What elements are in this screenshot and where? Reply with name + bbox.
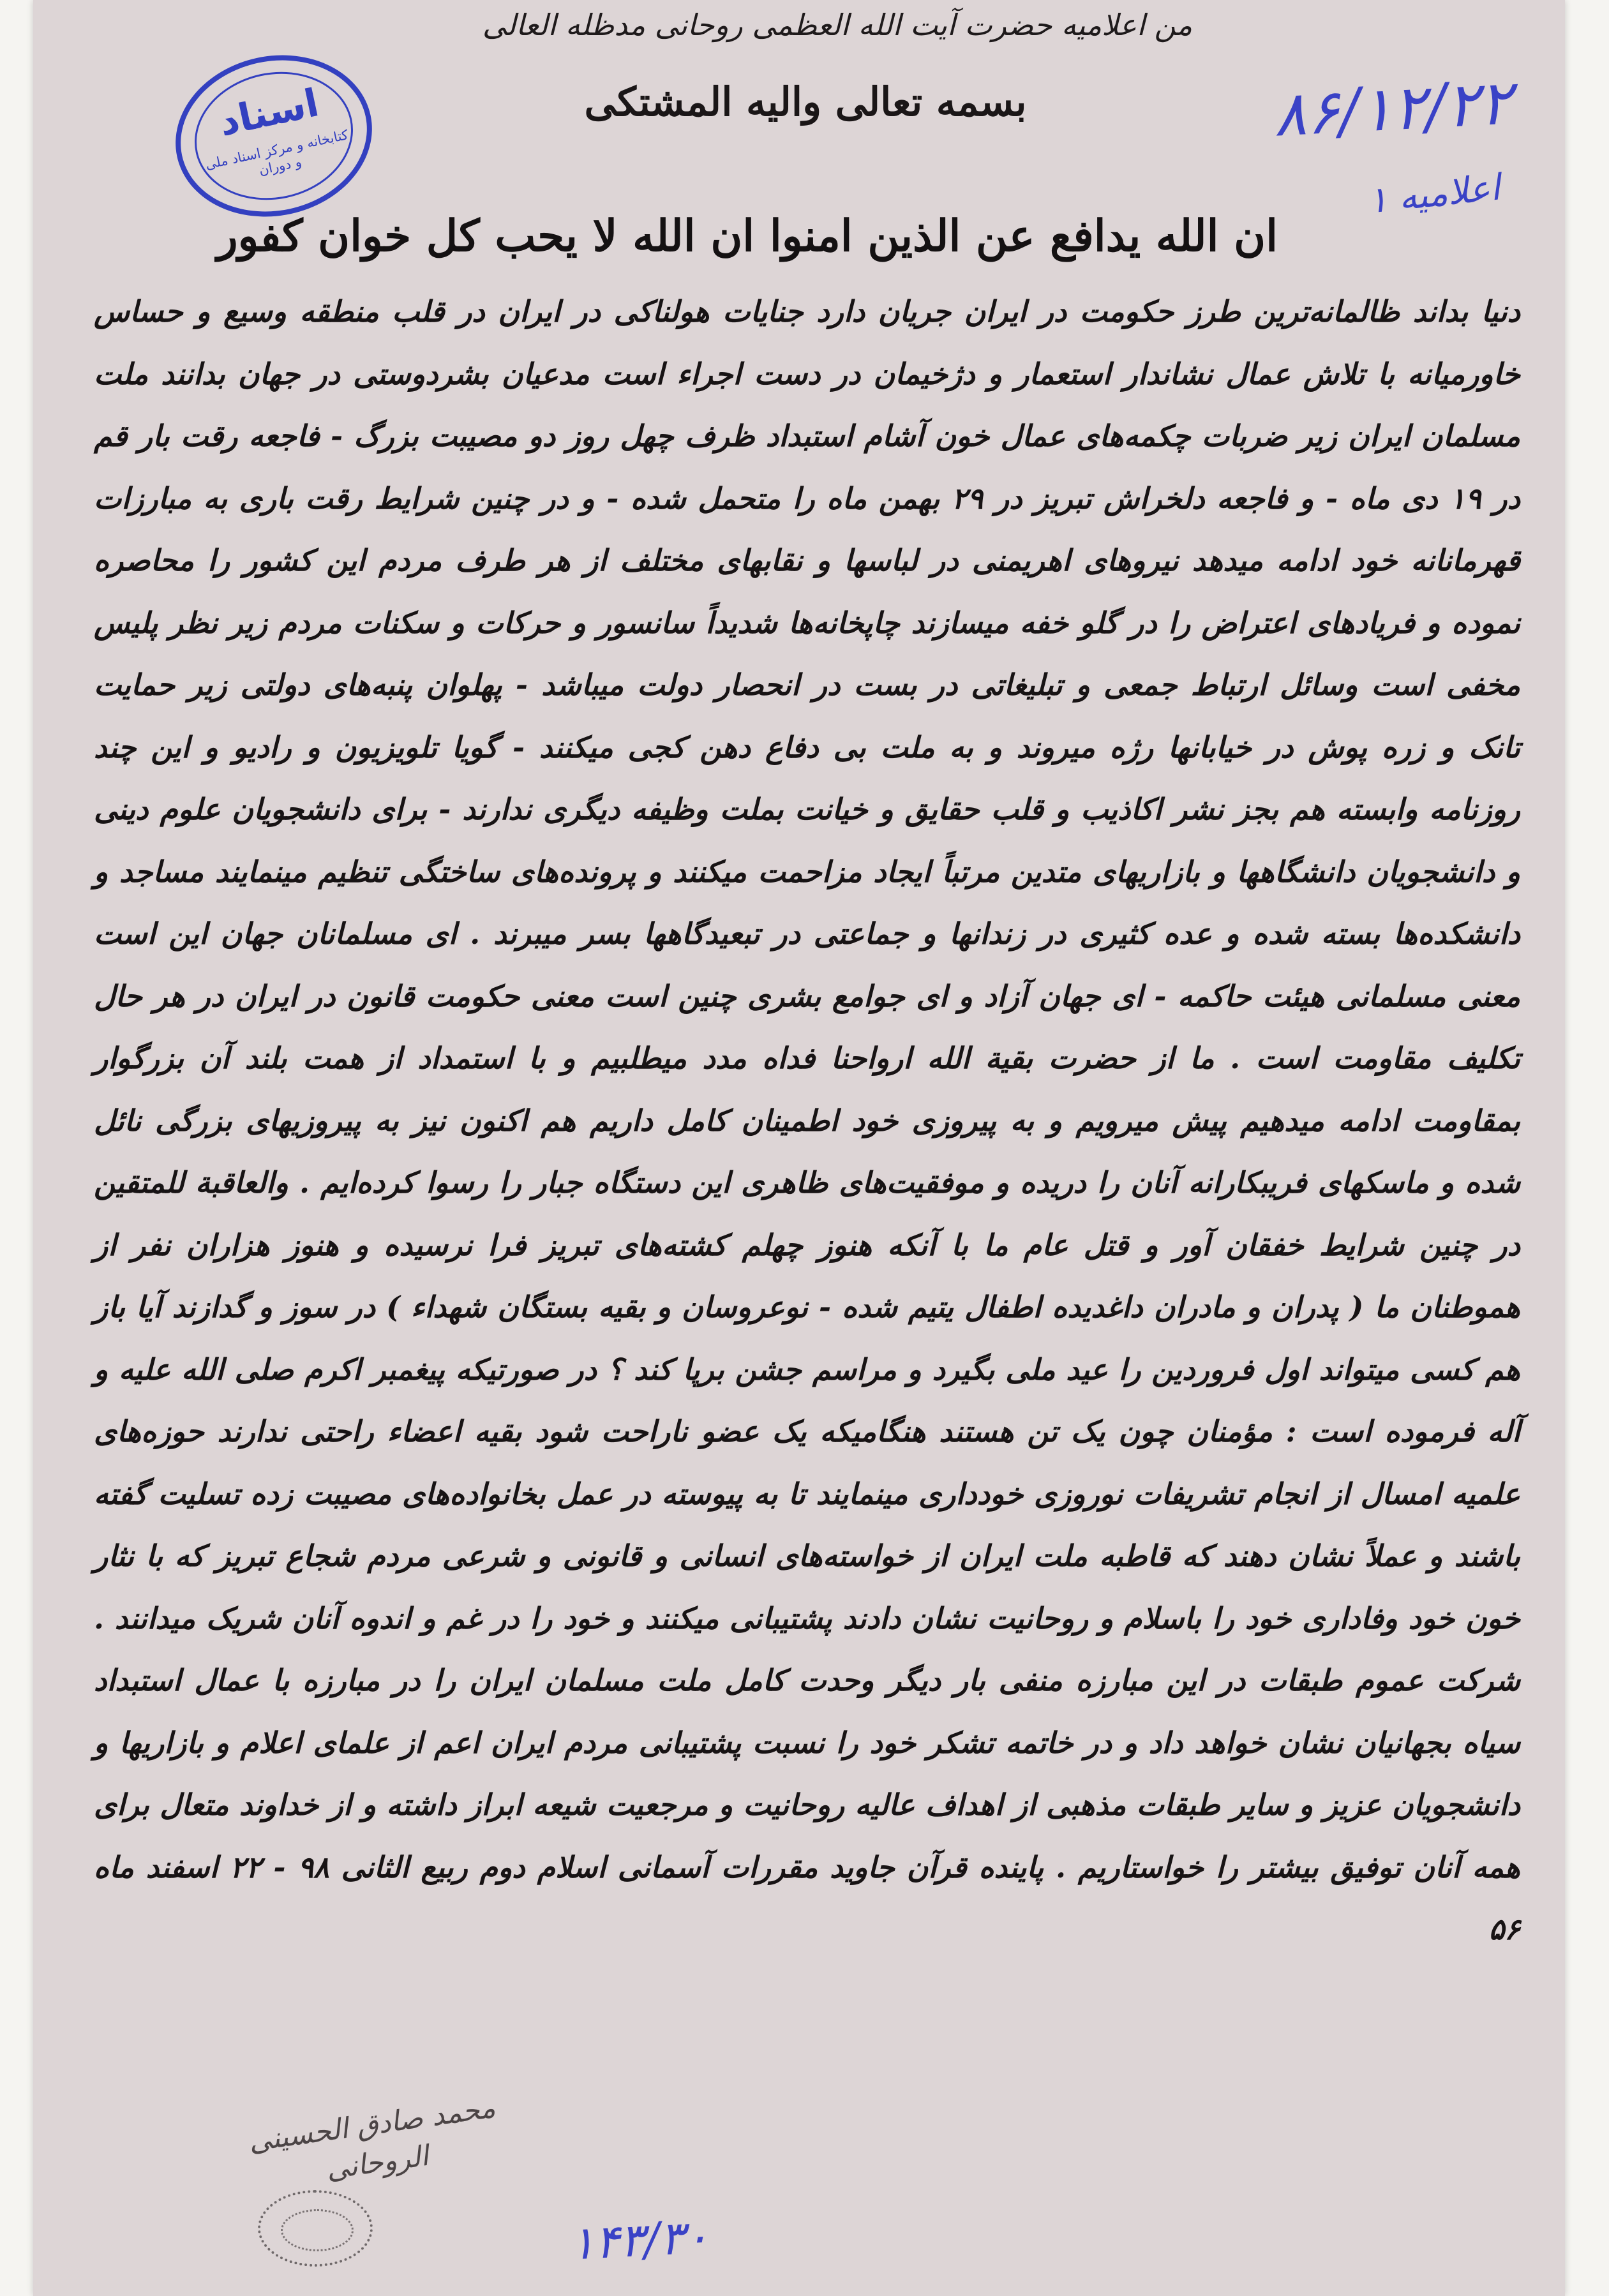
handwritten-note: اعلامیه ۱ — [1366, 167, 1502, 222]
header-line: من اعلامیه حضرت آیت الله العظمی روحانی مدظله العالی — [482, 8, 1193, 42]
quran-verse: ان الله یدافع عن الذین امنوا ان الله لا یحب کل خوان کفور — [216, 211, 1278, 262]
seal-mark — [258, 2190, 373, 2267]
declaration-body: دنیا بداند ظالمانه‌ترین طرز حکومت در ایران جریان دارد جنایات هولناکی در ایران در قلب منطقه وسیع و حساس خاورمیانه با تلاش عمال نشاندار استعمار و دژخیمان در دست اجراء است مدعیان بشردوستی در جهان بدانند ملت مسلمان ایران زیر ضربات چکمه‌های عمال خون آشام استبداد ظرف چهل روز دو مصیبت بزرگ - فاجعه رقت بار قم در ۱۹ دی ماه - و فاجعه دلخراش تبریز در ۲۹ بهمن ماه را متحمل شده - و در چنین شرایط رقت باری به مبارزات قهرمانانه خود ادامه میدهد نیروهای اهریمنی در لباسها و نقابهای مختلف از هر طرف مردم این کشور را محاصره نموده و فریادهای اعتراض را در گلو خفه میسازند چاپخانه‌ها شدیداً سانسور و حرکات و سکنات مردم زیر نظر پلیس مخفی است وسائل ارتباط جمعی و تبلیغاتی در بست در انحصار دولت میباشد - پهلوان پنبه‌های دولتی زیر حمایت تانک و زره پوش در خیابانها رژه میروند و به ملت بی دفاع دهن کجی میکنند - گویا تلویزیون و رادیو و این چند روزنامه وابسته هم بجز نشر اکاذیب و قلب حقایق و خیانت بملت وظیفه دیگری ندارند - برای دانشجویان علوم دینی و دانشجویان دانشگاهها و بازاریهای متدین مرتباً ایجاد مزاحمت میکنند و پرونده‌های ساختگی تنظیم مینمایند مساجد و دانشکده‌ها بسته شده و عده کثیری در زندانها و جماعتی در تبعیدگاهها بسر میبرند . ای مسلمانان جهان این است معنی مسلمانی هیئت حاکمه - ای جهان آزاد و ای جوامع بشری چنین است معنی حکومت قانون در ایران در هر حال تکلیف مقاومت است . ما از حضرت بقیة الله ارواحنا فداه مدد میطلبیم و با استمداد از همت بلند آن بزرگوار بمقاومت ادامه میدهیم پیش میرویم و به پیروزی خود اطمینان کامل داریم هم اکنون نیز به پیروزیهای بزرگی نائل شده و ماسکهای فریبکارانه آنان را دریده و موفقیت‌های ظاهری این دستگاه جبار را رسوا کرده‌ایم . والعاقبة للمتقین در چنین شرایط خفقان آور و قتل عام ما با آنکه هنوز چهلم کشته‌های تبریز فرا نرسیده و هنوز هزاران نفر از هموطنان ما ( پدران و مادران داغدیده اطفال یتیم شده - نوعروسان و بقیه بستگان شهداء ) در سوز و گدازند آیا باز هم کسی میتواند اول فروردین را عید ملی بگیرد و مراسم جشن برپا کند ؟ در صورتیکه پیغمبر اکرم صلی الله علیه و آله فرموده است : مؤمنان چون یک تن هستند هنگامیکه یک عضو ناراحت شود بقیه اعضاء راحتی ندارند حوزه‌های علمیه امسال از انجام تشریفات نوروزی خودداری مینمایند تا به پیوسته در عمل بخانواده‌های مصیبت زده تسلیت گفته باشند و عملاً نشان دهند که قاطبه ملت ایران از خواسته‌های انسانی و قانونی و شرعی مردم شجاع تبریز که با نثار خون خود وفاداری خود را باسلام و روحانیت نشان دادند پشتیبانی میکنند و خود را در غم و اندوه آنان شریک میدانند . شرکت عموم طبقات در این مبارزه منفی بار دیگر وحدت کامل ملت مسلمان ایران را در مبارزه با عمال استبداد سیاه بجهانیان نشان خواهد داد و در خاتمه تشکر خود را نسبت پشتیبانی مردم ایران اعم از علمای اعلام و بازاریها و دانشجویان عزیز و سایر طبقات مذهبی از اهداف عالیه روحانیت و مرجعیت شیعه ابراز داشته و از خداوند متعال برای همه آنان توفیق بیشتر را خواستاریم . پاینده قرآن جاوید مقررات آسمانی اسلام دوم ربیع الثانی ۹۸ - ۲۲ اسفند ماه ۵۶ — [94, 294, 1520, 1946]
handwritten-date: ۸۶/۱۲/۲۲ — [1271, 66, 1514, 151]
seal-inner-ring — [281, 2209, 354, 2251]
document-page — [33, 0, 1565, 2296]
stamp-subtitle: کتابخانه و مرکز اسناد ملی و دوران — [204, 127, 350, 178]
archive-number: ۱۴۳/۳۰ — [569, 2209, 710, 2270]
signature: محمد صادق الحسینی الروحانی — [246, 2091, 498, 2186]
stamp-title: اسناد — [215, 80, 323, 145]
invocation-heading: بسمه تعالی والیه المشتکی — [584, 78, 1027, 125]
signature-area — [209, 2091, 541, 2189]
